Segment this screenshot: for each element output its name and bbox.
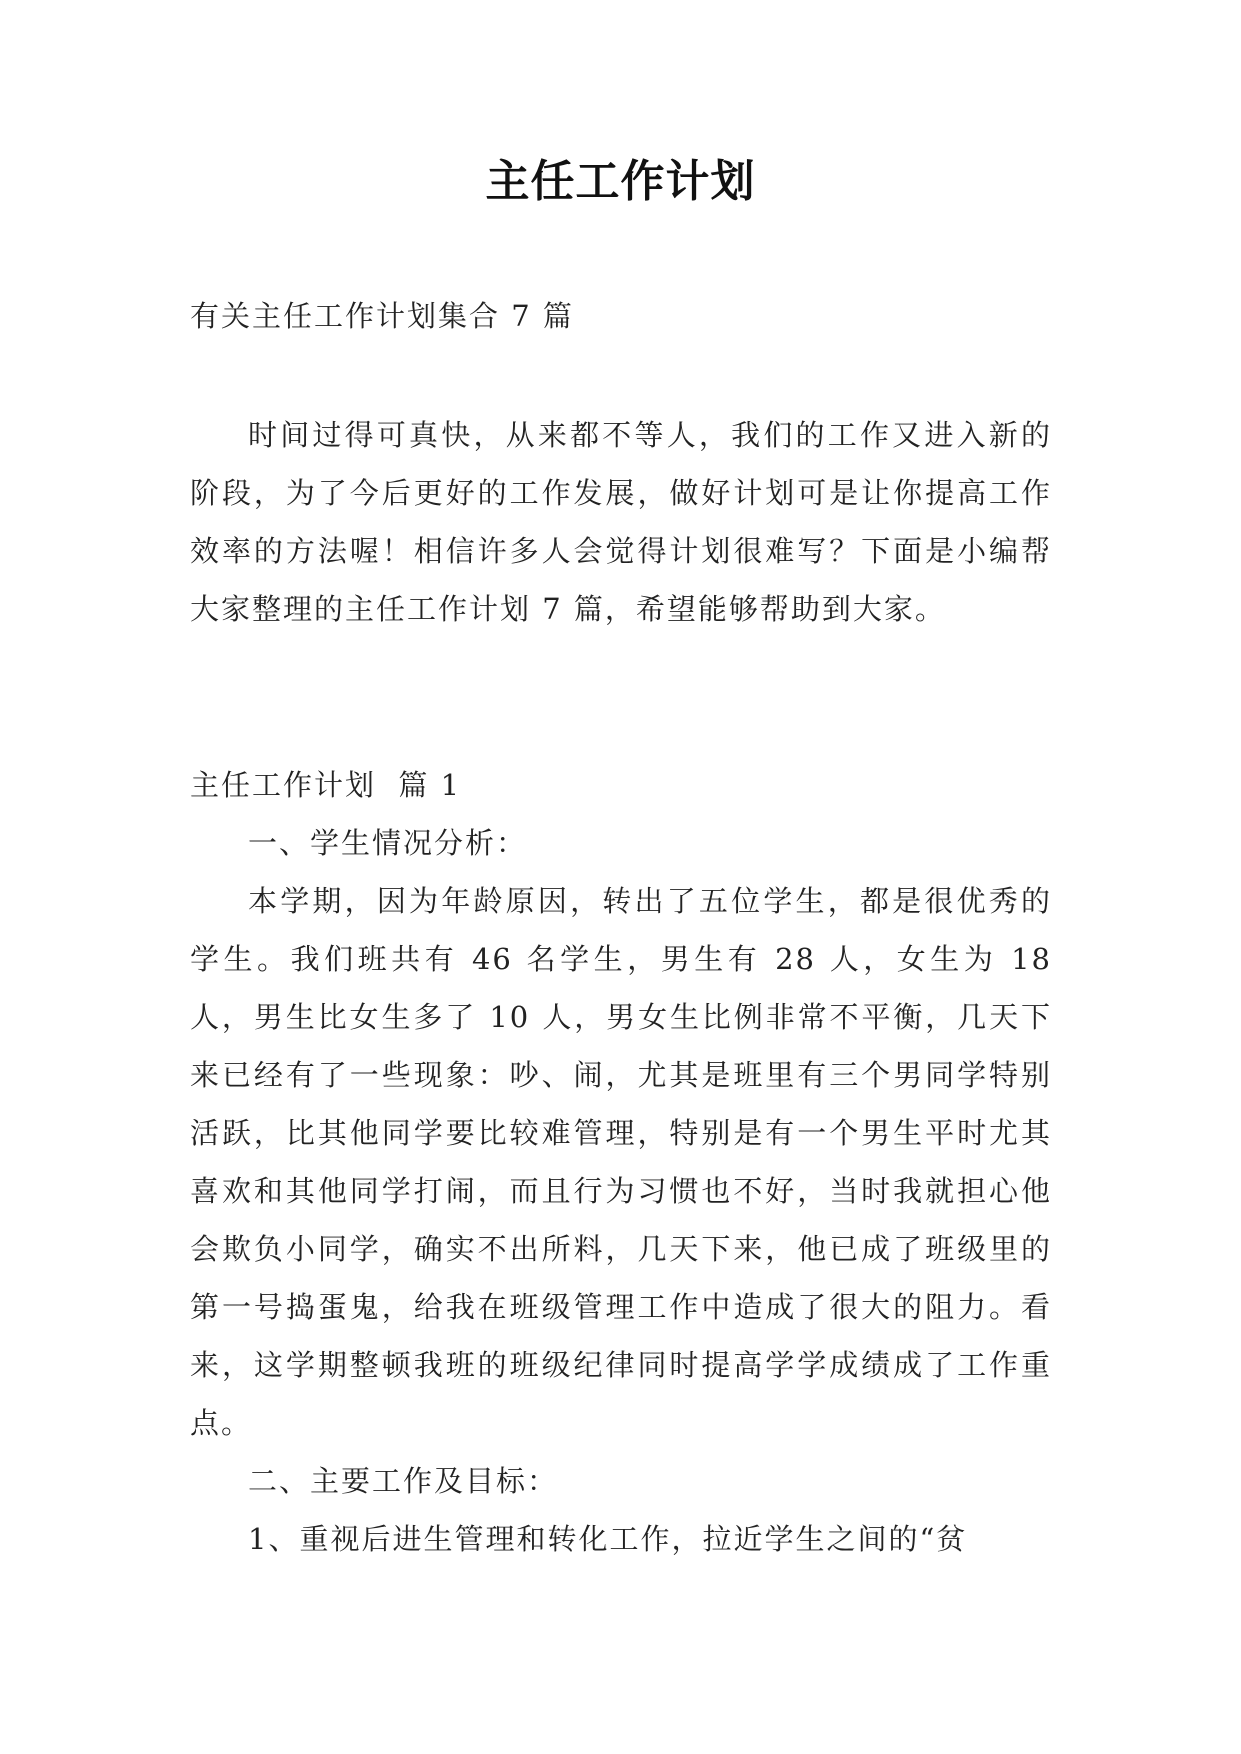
- section-heading-text: 主任工作计划 篇 1: [190, 768, 462, 802]
- work-item-1: 1、重视后进生管理和转化工作，拉近学生之间的“贫: [248, 1522, 968, 1556]
- student-analysis-paragraph: 本学期，因为年龄原因，转出了五位学生，都是很优秀的学生。我们班共有 46 名学生，男生有 28 人，女生为 18 人，男生比女生多了 10 人，男女生比例非常不平衡，几天下来已经有了一些现象：吵、闹，尤其是班里有三个男同学特别活跃，比其他同学要比较难管理，特别是有一个男生平时尤其喜欢和其他同学打闹，而且行为习惯也不好，当时我就担心他会欺负小同学，确实不出所料，几天下来，他已成了班级里的第一号捣蛋鬼，给我在班级管理工作中造成了很大的阻力。看来，这学期整顿我班的班级纪律同时提高学学成绩成了工作重点。: [190, 884, 1052, 1440]
- document-title: 主任工作计划: [485, 156, 756, 207]
- document-subtitle: 有关主任工作计划集合 7 篇: [190, 299, 574, 333]
- intro-block: [190, 406, 1052, 638]
- subheading-main-work: 二、主要工作及目标：: [248, 1464, 559, 1498]
- subheading-student-analysis: 一、学生情况分析：: [248, 826, 528, 860]
- intro-paragraph: 时间过得可真快，从来都不等人，我们的工作又进入新的阶段，为了今后更好的工作发展，做好计划可是让你提高工作效率的方法喔！相信许多人会觉得计划很难写？下面是小编帮大家整理的主任工作计划 7 篇，希望能够帮助到大家。: [190, 418, 1052, 626]
- section-heading: [190, 756, 461, 814]
- section-body: [190, 814, 1052, 1568]
